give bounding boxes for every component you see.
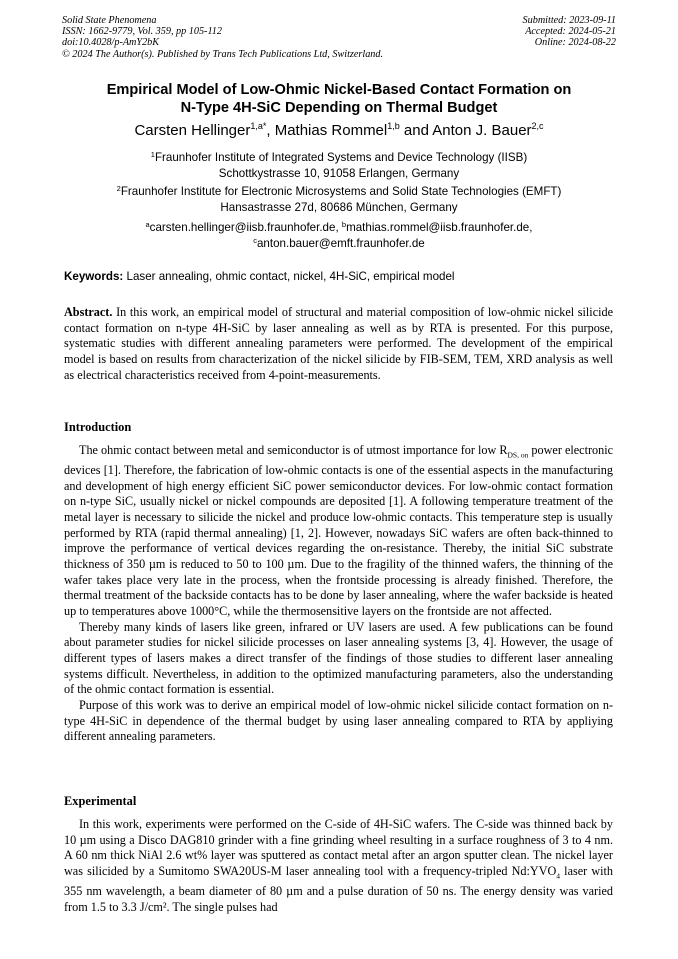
paper-title: [40, 81, 638, 117]
email-superscript: b: [341, 220, 347, 229]
abstract-text: In this work, an empirical model of structural and material composition of low-ohmic nickel silicide contact formation on n-type 4H-SiC by laser annealing as well as by RTA is presented. For this purpose, systematic studies with different annealing parameters were performed. The development of the empirical model is based on results from characterization of the nickel silicide by FIB-SEM, TEM, XRD analysis as well as electrical characteristics received from 4-point-measurements.: [64, 305, 613, 382]
author-separator: and: [399, 122, 433, 139]
accepted-date: Accepted: 2024-05-21: [525, 26, 616, 38]
author-name: Anton J. Bauer: [432, 122, 532, 139]
author-superscript: 1,b: [387, 121, 400, 131]
submitted-date: Submitted: 2023-09-11: [522, 15, 616, 26]
author-name: Mathias Rommel: [274, 122, 388, 139]
abstract-label: Abstract.: [64, 305, 113, 319]
author-list: [40, 122, 638, 140]
introduction-paragraph-1: The ohmic contact between metal and semiconductor is of utmost importance for low $R_{DS, on}$ power electronic devices [1]. Therefore, the fabrication of low-ohmic contacts is one of the essential aspects in the manufacturing and development of high energy efficient SiC power semiconductor devices. For low-ohmic contact formation on n-type SiC, usually nickel or nickel compounds are deposited [1]. A following temperature treatment of the metal layer is necessary to silicide the nickel and produce low-ohmic contacts. This temperature step is usually performed by RTA (rapid thermal annealing) [1, 2]. However, nowadays SiC wafers are often back-thinned to improve the performance of vertical devices regarding the on-resistance. Thereby, the initial SiC substrate thickness of 350 µm is reduced to 50 to 100 µm. Due to the fragility of the thinned wafers, the thinning of the wafer takes place very late in the process, when the frontside processing is already finished. Therefore, the thermal treatment of the backside contacts has to be done by laser annealing, where the wafer backside is heated up to temperatures above 1000°C, while the thermosensitive layers on the frontside are not affected.: [64, 443, 614, 618]
introduction-body: [64, 443, 613, 745]
affiliation-2: [40, 184, 638, 215]
introduction-heading: Introduction: [64, 420, 132, 434]
author-emails: [40, 220, 638, 251]
copyright-line: © 2024 The Author(s). Published by Trans Tech Publications Ltd, Switzerland.: [62, 48, 384, 60]
issn-line: ISSN: 1662-9779, Vol. 359, pp 105-112: [62, 26, 222, 38]
journal-header: [62, 15, 383, 60]
author-superscript: 1,a*: [250, 121, 267, 131]
affiliation-address: Hansastrasse 27d, 80686 München, Germany: [220, 200, 458, 214]
experimental-paragraph-1: In this work, experiments were performed on the C-side of 4H-SiC wafers. The C-side was thinned back by 10 µm using a Disco DAG810 grinder with a fine grinding wheel resulting in a surface roughness of 3 to 4 nm. A 60 nm thick NiAl 2.6 wt% layer was sputtered as contact metal after an argon sputter clean. The nickel layer was silicided by a Sumitomo SWA20US-M laser annealing tool with a frequency-tripled $Nd:YVO_4$ laser with 355 nm wavelength, a beam diameter of 80 µm and a pulse duration of 50 ns. The energy density was varied from 1.5 to 3.3 J/cm². The single pulses had: [64, 817, 613, 914]
author-name: Carsten Hellinger: [134, 122, 251, 139]
author-superscript: 2,c: [531, 121, 544, 131]
subscript: 4: [556, 871, 561, 881]
experimental-body: [64, 817, 613, 915]
dates-header: [523, 15, 616, 49]
journal-name: Solid State Phenomena: [62, 15, 157, 26]
email-link[interactable]: mathias.rommel@iisb.fraunhofer.de,: [346, 221, 533, 234]
introduction-paragraph-2: Thereby many kinds of lasers like green, infrared or UV lasers are used. A few publications can be found about parameter studies for nickel silicide processes on laser annealing systems [3, 4]. However, the usage of different types of lasers makes a direct transfer of the findings of those studies to different laser annealing systems difficult. Nevertheless, in addition to the optimized manufacturing parameters, also the understanding of the ohmic contact formation is essential.: [64, 619, 613, 697]
introduction-paragraph-3: Purpose of this work was to derive an empirical model of low-ohmic nickel silicide contact formation on n-type 4H-SiC in dependence of the thermal budget by using laser annealing compared to RTA by appliying different annealing parameters.: [64, 697, 613, 744]
affiliation-number: 2: [116, 184, 121, 193]
subscript: DS, on: [507, 450, 529, 460]
abstract: [64, 305, 613, 383]
doi-line: doi:10.4028/p-AmY2bK: [62, 37, 160, 49]
email-superscript: c: [253, 235, 257, 245]
affiliation-address: Schottkystrasse 10, 91058 Erlangen, Germany: [218, 166, 460, 180]
title-line-1: Empirical Model of Low-Ohmic Nickel-Based Contact Formation on: [106, 82, 572, 98]
keywords: [64, 269, 615, 284]
author-separator: ,: [266, 122, 275, 139]
title-line-2: N-Type 4H-SiC Depending on Thermal Budget: [180, 100, 498, 116]
affiliation-institute: Fraunhofer Institute of Integrated Systems and Device Technology (IISB): [154, 151, 528, 164]
keywords-label: Keywords:: [64, 270, 124, 283]
email-superscript: a: [145, 220, 150, 229]
email-link[interactable]: carsten.hellinger@iisb.fraunhofer.de,: [149, 221, 342, 234]
email-link[interactable]: anton.bauer@emft.fraunhofer.de: [256, 236, 425, 250]
keywords-text: Laser annealing, ohmic contact, nickel, 4H-SiC, empirical model: [123, 270, 455, 283]
affiliation-institute: Fraunhofer Institute for Electronic Microsystems and Solid State Technologies (EMFT): [120, 185, 562, 198]
affiliation-number: 1: [150, 150, 155, 159]
online-date: Online: 2024-08-22: [534, 37, 616, 49]
affiliation-1: [40, 150, 638, 181]
experimental-heading: Experimental: [64, 794, 137, 808]
